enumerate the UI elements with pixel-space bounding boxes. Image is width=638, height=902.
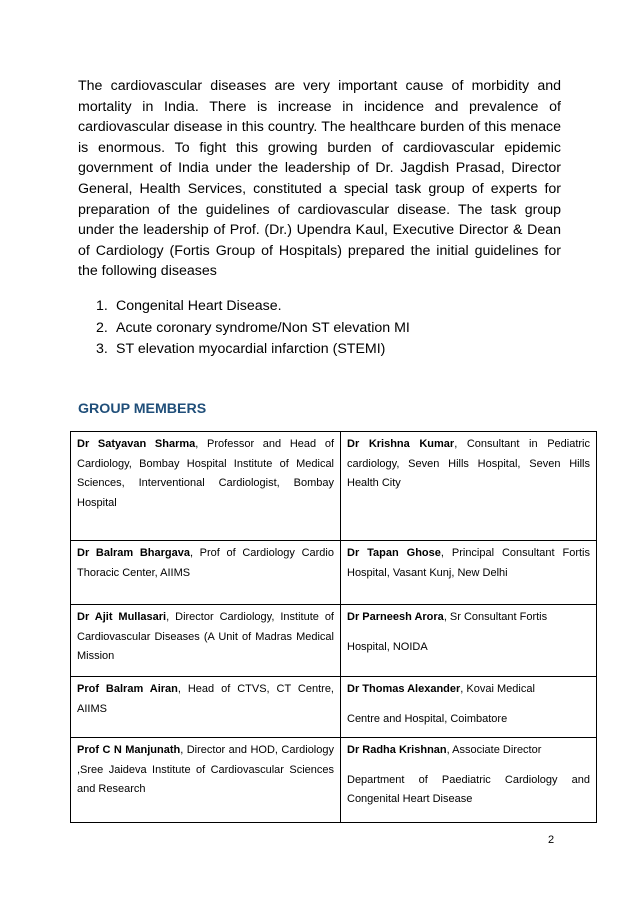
member-desc-cont: Hospital, NOIDA <box>347 640 428 653</box>
member-name: Dr Balram Bhargava <box>77 547 190 559</box>
member-name: Prof Balram Airan <box>77 683 178 695</box>
member-cell <box>341 605 597 677</box>
member-name: Dr Radha Krishnan <box>347 744 447 756</box>
member-desc: , Associate Director <box>446 744 542 756</box>
member-cell <box>341 677 597 738</box>
disease-list <box>96 296 556 361</box>
member-name: Dr Thomas Alexander <box>347 683 461 695</box>
member-desc: , Principal Consultant Fortis Hospital, Vasant Kunj, New Delhi <box>347 547 590 579</box>
member-cell <box>71 605 341 677</box>
group-members-heading: GROUP MEMBERS <box>78 401 207 417</box>
member-cell <box>71 541 341 605</box>
member-cell <box>341 432 597 541</box>
member-name: Dr Satyavan Sharma <box>77 438 196 450</box>
intro-paragraph: The cardiovascular diseases are very important cause of morbidity and mortality in India. There is increase in incidence and prevalence of cardiovascular disease in this country. The healthcare burden of this menace is enormous. To fight this growing burden of cardiovascular epidemic government of India under the leadership of Dr. Jagdish Prasad, Director General, Health Services, constituted a special task group of experts for preparation of the guidelines of cardiovascular disease. The task group under the leadership of Prof. (Dr.) Upendra Kaul, Executive Director & Dean of Cardiology (Fortis Group of Hospitals) prepared the initial guidelines for the following diseases <box>78 78 561 280</box>
table-row <box>71 605 597 677</box>
member-name: Prof C N Manjunath <box>77 744 181 756</box>
member-cell <box>71 677 341 738</box>
member-desc: , Kovai Medical <box>460 683 535 695</box>
list-item <box>96 339 556 361</box>
member-desc: , Director and HOD, Cardiology ,Sree Jaideva Institute of Cardiovascular Sciences and Research <box>77 744 334 796</box>
member-cell <box>341 541 597 605</box>
member-cell <box>71 432 341 541</box>
page-number: 2 <box>548 834 555 846</box>
member-desc: , Head of CTVS, CT Centre, AIIMS <box>77 683 334 715</box>
member-name: Dr Tapan Ghose <box>347 547 441 559</box>
list-number: 1. <box>96 298 108 314</box>
member-desc: , Director Cardiology, Institute of Cardiovascular Diseases (A Unit of Madras Medical Mission <box>77 611 334 663</box>
member-desc: , Sr Consultant Fortis <box>443 611 548 623</box>
list-item <box>96 318 556 340</box>
members-table <box>70 431 597 823</box>
member-desc: , Professor and Head of Cardiology, Bombay Hospital Institute of Medical Sciences, Interventional Cardiologist, Bombay Hospital <box>77 438 334 509</box>
list-number: 2. <box>96 319 108 336</box>
list-item <box>96 296 556 318</box>
member-name: Dr Parneesh Arora <box>347 611 444 623</box>
list-number: 3. <box>96 341 108 357</box>
member-desc: , Consultant in Pediatric cardiology, Seven Hills Hospital, Seven Hills Health City <box>347 438 591 490</box>
member-cell <box>341 738 597 823</box>
list-text: Acute coronary syndrome/Non ST elevation MI <box>116 319 410 336</box>
member-name: Dr Ajit Mullasari <box>77 611 167 623</box>
member-name: Dr Krishna Kumar <box>347 438 455 450</box>
member-desc-cont: Department of Paediatric Cardiology and Congenital Heart Disease <box>347 773 590 806</box>
table-row <box>71 677 597 738</box>
member-desc-cont: Centre and Hospital, Coimbatore <box>347 712 508 725</box>
table-row <box>71 432 597 541</box>
list-text: Congenital Heart Disease. <box>116 298 282 314</box>
member-cell <box>71 738 341 823</box>
table-row <box>71 738 597 823</box>
member-desc: , Prof of Cardiology Cardio Thoracic Center, AIIMS <box>77 547 334 579</box>
table-row <box>71 541 597 605</box>
list-text: ST elevation myocardial infarction (STEMI) <box>116 341 386 357</box>
